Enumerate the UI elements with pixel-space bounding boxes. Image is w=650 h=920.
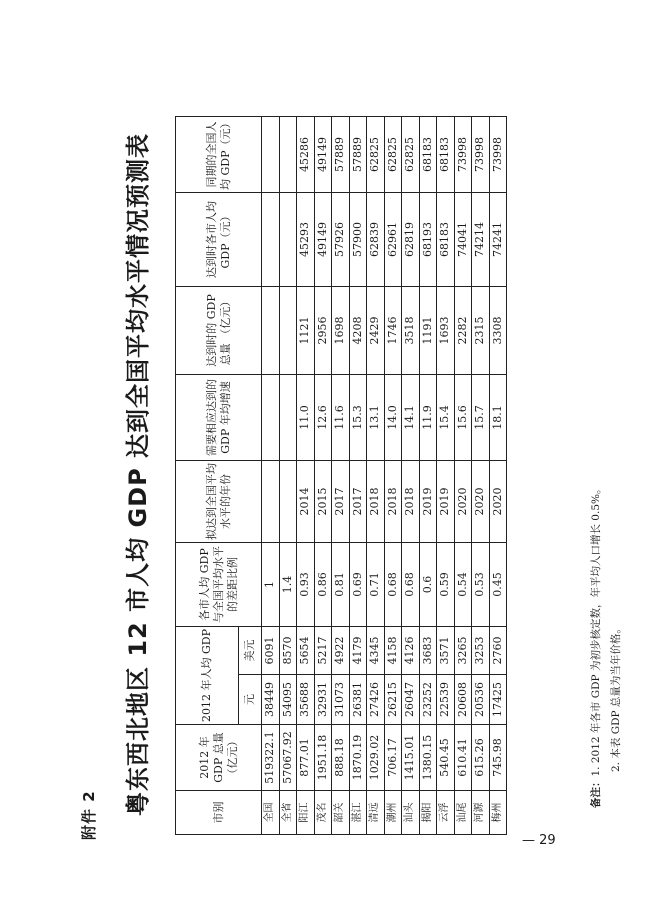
- cell-gdp: 615.26: [472, 725, 490, 791]
- cell-pc: [262, 193, 280, 287]
- cell-year: 2018: [367, 461, 385, 543]
- cell-yuan: 26381: [349, 675, 367, 725]
- cell-total: 1698: [332, 287, 350, 375]
- cell-gdp: 877.01: [297, 725, 315, 791]
- city-cell: 全省: [279, 791, 297, 835]
- cell-growth: 12.6: [314, 375, 332, 461]
- cell-total: 1746: [384, 287, 402, 375]
- cell-usd: 3683: [419, 627, 437, 675]
- cell-growth: 15.7: [472, 375, 490, 461]
- cell-ratio: 1.4: [279, 543, 297, 627]
- cell-year: 2019: [419, 461, 437, 543]
- cell-pc: 68193: [419, 193, 437, 287]
- cell-year: 2017: [332, 461, 350, 543]
- notes: [586, 484, 626, 808]
- header-usd: 美元: [239, 627, 262, 675]
- cell-nat: 57889: [332, 117, 350, 193]
- cell-nat: 62825: [367, 117, 385, 193]
- cell-nat: 62825: [384, 117, 402, 193]
- cell-usd: 6091: [262, 627, 280, 675]
- cell-nat: 73998: [472, 117, 490, 193]
- cell-year: [262, 461, 280, 543]
- cell-yuan: 31073: [332, 675, 350, 725]
- cell-year: 2015: [314, 461, 332, 543]
- cell-total: 4208: [349, 287, 367, 375]
- cell-usd: 3253: [472, 627, 490, 675]
- cell-pc: 62961: [384, 193, 402, 287]
- cell-yuan: 17425: [489, 675, 507, 725]
- cell-total: 2282: [454, 287, 472, 375]
- table-row: [384, 117, 402, 835]
- cell-total: 2315: [472, 287, 490, 375]
- cell-pc: 57926: [332, 193, 350, 287]
- cell-gdp: 540.45: [437, 725, 455, 791]
- page-number: — 29: [522, 833, 556, 848]
- cell-ratio: 0.6: [419, 543, 437, 627]
- cell-pc: 68183: [437, 193, 455, 287]
- cell-pc: 74214: [472, 193, 490, 287]
- cell-year: 2018: [402, 461, 420, 543]
- cell-gdp: 1870.19: [349, 725, 367, 791]
- cell-ratio: 0.54: [454, 543, 472, 627]
- cell-ratio: 0.59: [437, 543, 455, 627]
- cell-gdp: 706.17: [384, 725, 402, 791]
- header-gap-ratio: 各市人均 GDP 与全国平均水平的差距比例: [176, 543, 262, 627]
- cell-gdp: 1951.18: [314, 725, 332, 791]
- cell-gdp: 1415.01: [402, 725, 420, 791]
- table-row: [489, 117, 507, 835]
- cell-total: 1693: [437, 287, 455, 375]
- cell-nat: 73998: [454, 117, 472, 193]
- cell-total: 3308: [489, 287, 507, 375]
- table-header-row: [176, 117, 239, 835]
- notes-label: 备注：: [590, 776, 602, 808]
- table-row: [367, 117, 385, 835]
- cell-nat: [262, 117, 280, 193]
- cell-nat: 73998: [489, 117, 507, 193]
- cell-growth: [279, 375, 297, 461]
- cell-ratio: 0.68: [402, 543, 420, 627]
- cell-usd: 4179: [349, 627, 367, 675]
- cell-nat: 68183: [419, 117, 437, 193]
- city-cell: 阳江: [297, 791, 315, 835]
- cell-yuan: 20608: [454, 675, 472, 725]
- city-cell: 汕尾: [454, 791, 472, 835]
- cell-ratio: 0.45: [489, 543, 507, 627]
- header-national-same-period: 同期的全国人均 GDP（元）: [176, 117, 262, 193]
- cell-year: [279, 461, 297, 543]
- cell-usd: 4345: [367, 627, 385, 675]
- cell-growth: 14.0: [384, 375, 402, 461]
- page-title: 粤东西北地区 12 市人均 GDP 达到全国平均水平情况预测表: [124, 132, 152, 816]
- cell-pc: 57900: [349, 193, 367, 287]
- cell-growth: 13.1: [367, 375, 385, 461]
- cell-year: 2017: [349, 461, 367, 543]
- cell-usd: 5654: [297, 627, 315, 675]
- table-row: [472, 117, 490, 835]
- cell-growth: 15.6: [454, 375, 472, 461]
- city-cell: 湛江: [349, 791, 367, 835]
- cell-year: 2018: [384, 461, 402, 543]
- cell-ratio: 0.68: [384, 543, 402, 627]
- cell-pc: 49149: [314, 193, 332, 287]
- table-row: [262, 117, 280, 835]
- table-row: [279, 117, 297, 835]
- cell-usd: 3571: [437, 627, 455, 675]
- cell-growth: 15.4: [437, 375, 455, 461]
- cell-ratio: 0.86: [314, 543, 332, 627]
- cell-gdp: 57067.92: [279, 725, 297, 791]
- table-row: [402, 117, 420, 835]
- cell-pc: 74041: [454, 193, 472, 287]
- cell-pc: 45293: [297, 193, 315, 287]
- city-cell: 韶关: [332, 791, 350, 835]
- cell-gdp: 1380.15: [419, 725, 437, 791]
- cell-gdp: 888.18: [332, 725, 350, 791]
- cell-growth: 14.1: [402, 375, 420, 461]
- cell-gdp: 519322.1: [262, 725, 280, 791]
- table-row: [314, 117, 332, 835]
- city-cell: 清远: [367, 791, 385, 835]
- cell-total: 1121: [297, 287, 315, 375]
- cell-ratio: 0.93: [297, 543, 315, 627]
- city-cell: 云浮: [437, 791, 455, 835]
- header-required-growth: 需要相应达到的 GDP 年均增速: [176, 375, 262, 461]
- cell-year: 2014: [297, 461, 315, 543]
- cell-total: 1191: [419, 287, 437, 375]
- cell-growth: 18.1: [489, 375, 507, 461]
- cell-total: [279, 287, 297, 375]
- cell-nat: 68183: [437, 117, 455, 193]
- cell-pc: 74241: [489, 193, 507, 287]
- city-cell: 河源: [472, 791, 490, 835]
- notes-line-1: [586, 484, 606, 808]
- cell-usd: 8570: [279, 627, 297, 675]
- cell-growth: 15.3: [349, 375, 367, 461]
- header-gdp-2012: 2012 年 GDP 总量 （亿元）: [176, 725, 262, 791]
- table-row: [437, 117, 455, 835]
- cell-yuan: 27426: [367, 675, 385, 725]
- cell-yuan: 35688: [297, 675, 315, 725]
- cell-total: 2429: [367, 287, 385, 375]
- cell-growth: [262, 375, 280, 461]
- cell-usd: 4126: [402, 627, 420, 675]
- cell-pc: 62839: [367, 193, 385, 287]
- cell-pc: [279, 193, 297, 287]
- cell-year: 2020: [454, 461, 472, 543]
- notes-text-2: 2. 本表 GDP 总量为当年价格。: [610, 623, 622, 772]
- header-yuan: 元: [239, 675, 262, 725]
- cell-yuan: 22539: [437, 675, 455, 725]
- cell-nat: 49149: [314, 117, 332, 193]
- cell-total: 3518: [402, 287, 420, 375]
- city-cell: 梅州: [489, 791, 507, 835]
- city-cell: 茂名: [314, 791, 332, 835]
- cell-total: [262, 287, 280, 375]
- cell-ratio: 1: [262, 543, 280, 627]
- cell-year: 2020: [489, 461, 507, 543]
- cell-gdp: 610.41: [454, 725, 472, 791]
- header-gdp-at-target: 达到时的 GDP 总量 （亿元）: [176, 287, 262, 375]
- table-container: [175, 116, 507, 835]
- cell-growth: 11.9: [419, 375, 437, 461]
- attachment-label: 附件 2: [80, 790, 98, 840]
- header-city: 市别: [176, 791, 262, 835]
- cell-gdp: 745.98: [489, 725, 507, 791]
- cell-nat: 57889: [349, 117, 367, 193]
- cell-pc: 62819: [402, 193, 420, 287]
- cell-year: 2020: [472, 461, 490, 543]
- cell-ratio: 0.71: [367, 543, 385, 627]
- cell-yuan: 26047: [402, 675, 420, 725]
- cell-nat: [279, 117, 297, 193]
- cell-yuan: 23252: [419, 675, 437, 725]
- table-row: [349, 117, 367, 835]
- table-row: [419, 117, 437, 835]
- notes-line-2: [606, 484, 626, 808]
- header-per-capita-2012: 2012 年人均 GDP: [176, 627, 239, 725]
- cell-yuan: 26215: [384, 675, 402, 725]
- cell-growth: 11.0: [297, 375, 315, 461]
- header-target-year: 拟达到全国平均水平的年份: [176, 461, 262, 543]
- cell-year: 2019: [437, 461, 455, 543]
- cell-usd: 2760: [489, 627, 507, 675]
- cell-gdp: 1029.02: [367, 725, 385, 791]
- table-row: [297, 117, 315, 835]
- cell-yuan: 38449: [262, 675, 280, 725]
- cell-yuan: 54095: [279, 675, 297, 725]
- cell-yuan: 20536: [472, 675, 490, 725]
- table-row: [454, 117, 472, 835]
- city-cell: 揭阳: [419, 791, 437, 835]
- cell-nat: 45286: [297, 117, 315, 193]
- notes-text-1: 1. 2012 年各市 GDP 为初步核定数，年平均人口增长 0.5%。: [590, 483, 602, 777]
- cell-usd: 3265: [454, 627, 472, 675]
- cell-usd: 4922: [332, 627, 350, 675]
- cell-ratio: 0.69: [349, 543, 367, 627]
- cell-usd: 5217: [314, 627, 332, 675]
- cell-growth: 11.6: [332, 375, 350, 461]
- city-cell: 潮州: [384, 791, 402, 835]
- cell-nat: 62825: [402, 117, 420, 193]
- cell-ratio: 0.53: [472, 543, 490, 627]
- header-per-capita-at-target: 达到时各市人均 GDP（元）: [176, 193, 262, 287]
- cell-usd: 4158: [384, 627, 402, 675]
- table-row: [332, 117, 350, 835]
- cell-total: 2956: [314, 287, 332, 375]
- cell-ratio: 0.81: [332, 543, 350, 627]
- cell-yuan: 32931: [314, 675, 332, 725]
- city-cell: 汕头: [402, 791, 420, 835]
- city-cell: 全国: [262, 791, 280, 835]
- gdp-forecast-table: [175, 116, 507, 835]
